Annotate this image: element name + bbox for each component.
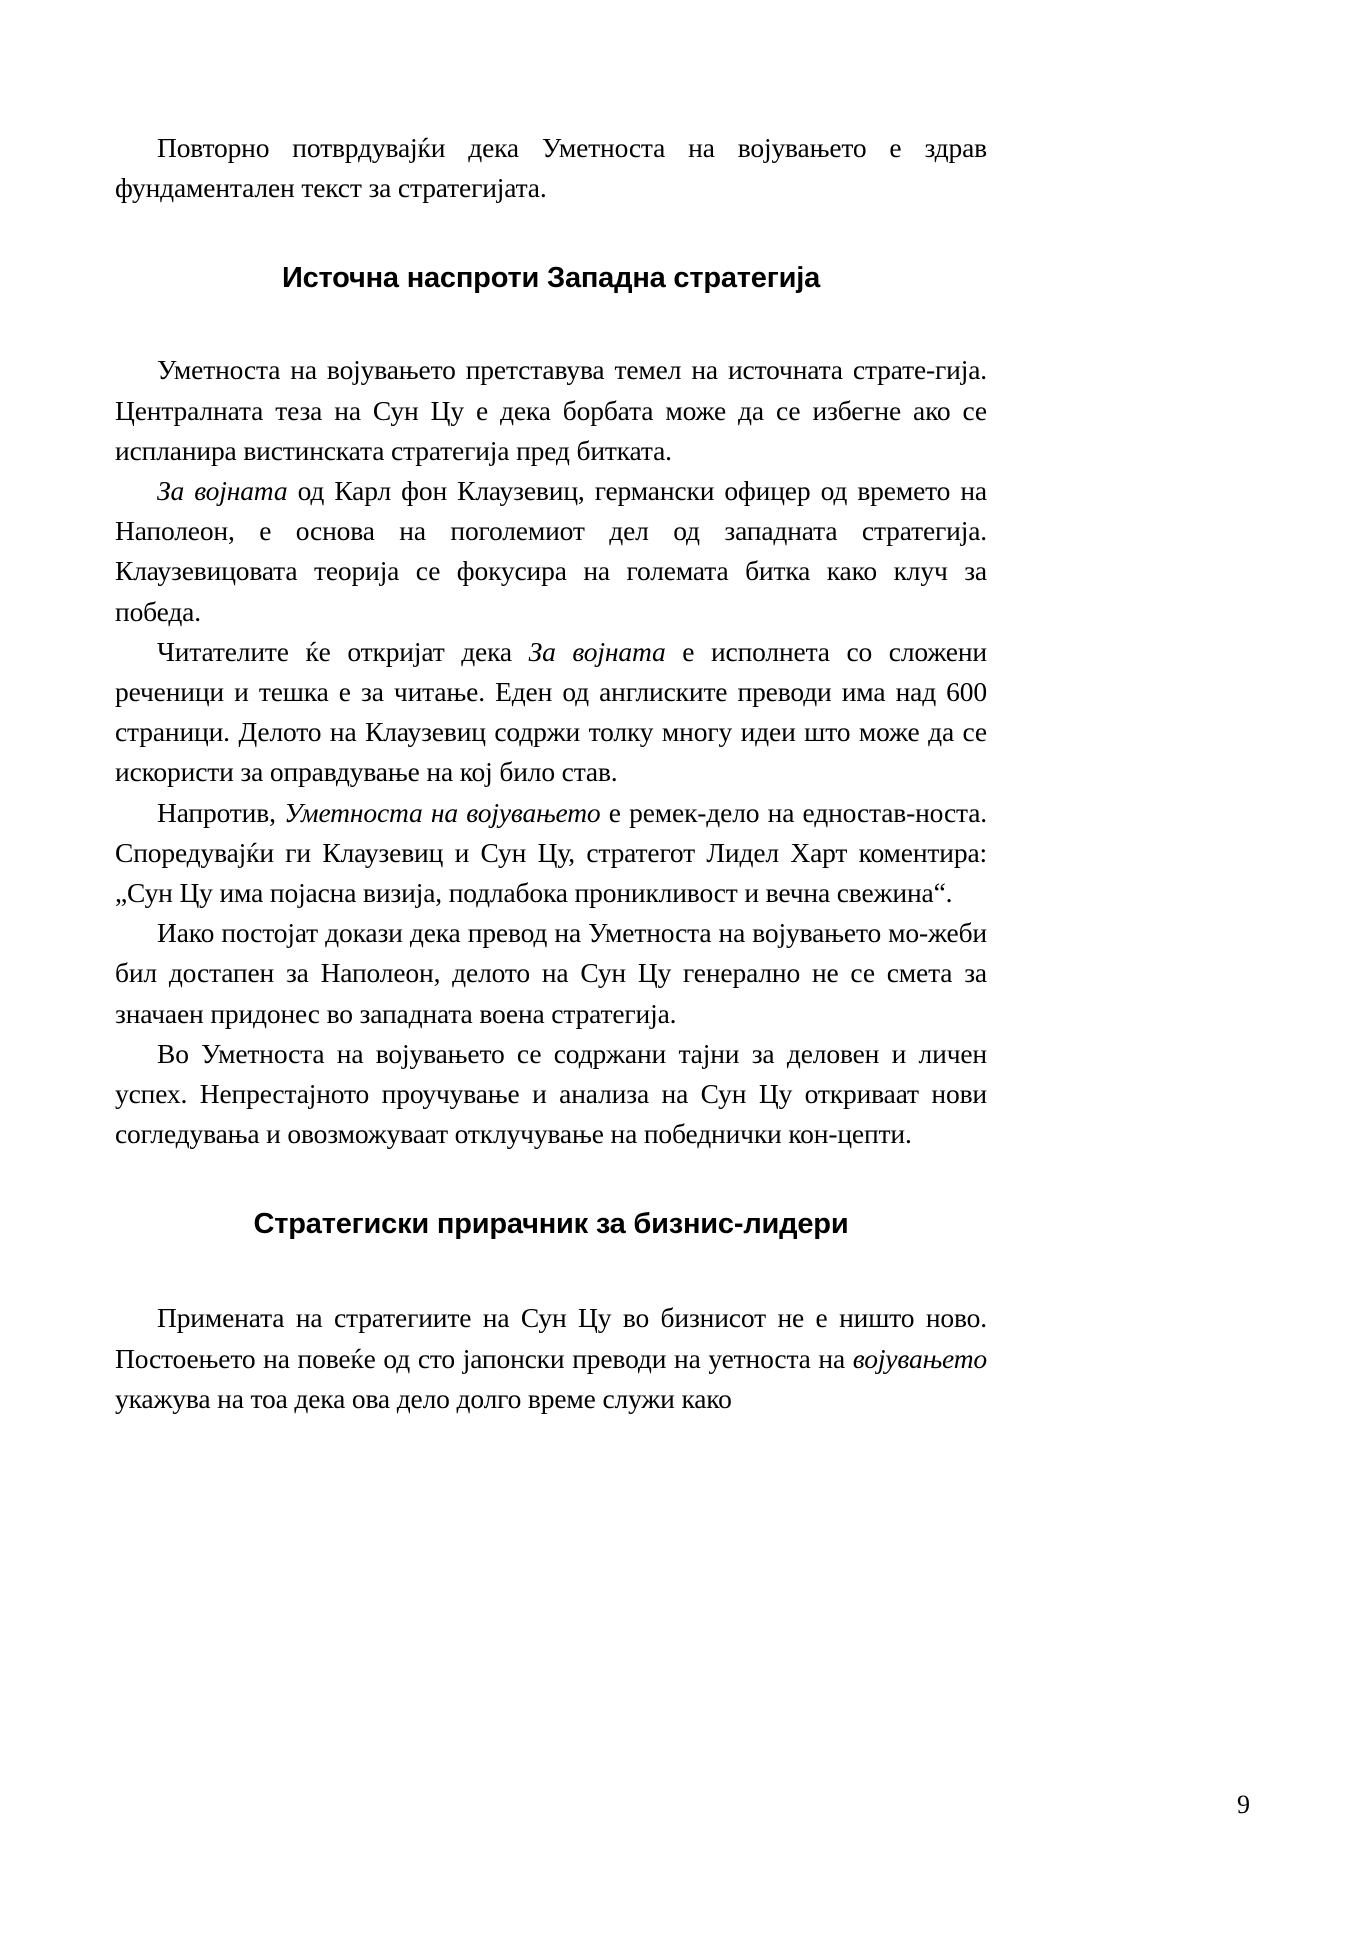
text-run: Иако постојат докази дека превод на Уметноста на војувањето мо-жеби бил достапен за Наполеон, делото на Сун Цу генерално не се смета за значаен придонес во западната воена стратегија. [115, 917, 987, 1029]
book-title-on-war: За војната [528, 635, 666, 667]
book-title-art-of-war: Уметноста на војувањето [284, 796, 601, 828]
paragraph-intro [115, 128, 987, 208]
book-title-on-war: За војната [157, 475, 288, 507]
paragraph-secrets [115, 1034, 987, 1155]
paragraph-east-foundation [115, 350, 987, 471]
paragraph-simplicity [115, 793, 987, 914]
text-run: е исполнета со сложени реченици и тешка е за читање. Еден од англиските преводи има над 600 страници. Делото на Клаузевиц содржи толку многу идеи што може да се искористи за оправдување на кој било став. [115, 635, 987, 788]
spacer [115, 296, 987, 350]
heading-east-vs-west: Источна наспроти Западна стратегија [281, 262, 821, 295]
spacer [115, 1154, 987, 1206]
heading-business-leaders: Стратегиски прирачник за бизнис-лидери [253, 1208, 849, 1241]
text-run: е ремек-дело на едностав-носта. Споредувајќи ги Клаузевиц и Сун Цу, стратегот Лидел Харт коментира: „Сун Цу има појасна визија, подлабока проникливост и вечна свежина“. [115, 796, 987, 909]
paragraph-readers [115, 632, 987, 793]
page-number: 9 [1237, 1790, 1250, 1819]
book-title-art-of-war-partial: војувањето [852, 1342, 987, 1374]
text-run: Уметноста на војувањето претставува темел на источната страте-гија. Централната теза на Сун Цу е дека борбата може да се избегне ако се испланира вистинската стратегија пред битката. [115, 354, 987, 466]
paragraph-napoleon-evidence [115, 913, 987, 1034]
page-content [115, 128, 987, 1419]
text-run: Читателите ќе откријат дека [157, 635, 529, 667]
text-run: од Карл фон Клаузевиц, германски офицер од времето на Наполеон, е основа на поголемиот дел од западната стратегија. Клаузевицовата теорија се фокусира на големата битка како клуч за победа. [115, 475, 987, 627]
spacer [115, 208, 987, 260]
spacer [115, 1242, 987, 1298]
paragraph-clausewitz [115, 471, 987, 632]
text-run: Во Уметноста на војувањето се содржани тајни за деловен и личен успех. Непрестајното проучување и анализа на Сун Цу откриваат нови согледувања и овозможуваат отклучување на победнички кон-цепти. [115, 1037, 987, 1150]
text-run: Примената на стратегиите на Сун Цу во бизнисот не е ништо ново. Постоењето на повеќе од сто јапонски преводи на уетноста на [115, 1302, 987, 1374]
text-run: Повторно потврдувајќи дека Уметноста на војувањето е здрав фундаментален текст за стратегијата. [115, 132, 987, 204]
text-run: Напротив, [157, 796, 285, 828]
text-run: укажува на тоа дека ова дело долго време служи како [115, 1382, 732, 1414]
paragraph-business-application [115, 1298, 987, 1419]
